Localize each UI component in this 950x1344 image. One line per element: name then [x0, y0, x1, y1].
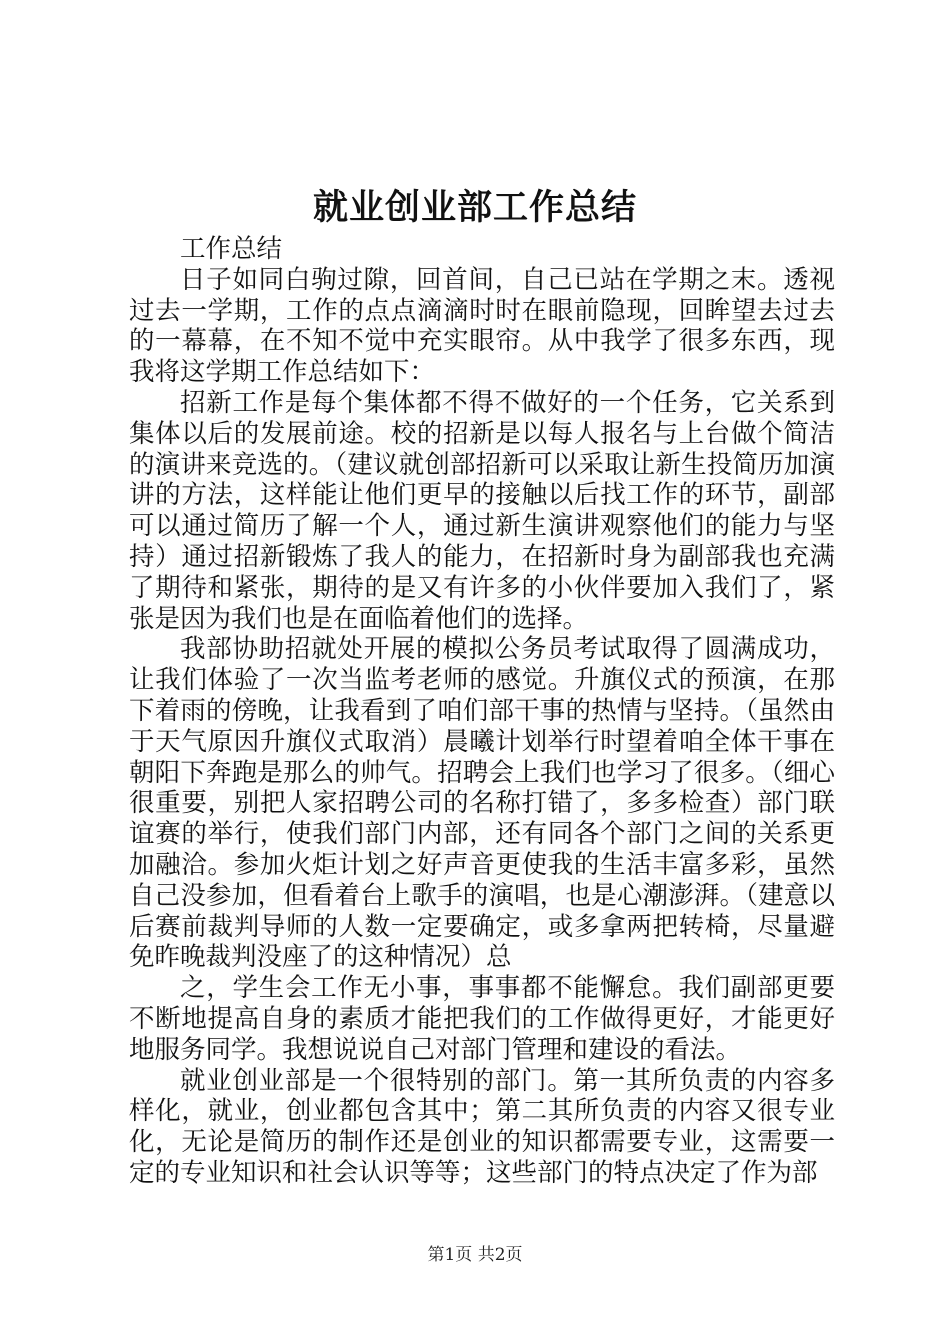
paragraph-heading: 工作总结 — [180, 234, 283, 264]
document-body — [129, 234, 835, 1189]
paragraph-intro: 日子如同白驹过隙，回首间，自己已站在学期之末。透视过去一学期，工作的点点滴滴时时在眼前隐现，回眸望去过去的一幕幕，在不知不觉中充实眼帘。从中我学了很多东西，现我将这学期工作总结如下： — [129, 264, 835, 388]
document-title: 就业创业部工作总结 — [312, 187, 637, 228]
paragraph-department: 就业创业部是一个很特别的部门。第一其所负责的内容多样化，就业，创业都包含其中；第二其所负责的内容又很专业化，无论是简历的制作还是创业的知识都需要专业，这需要一定的专业知识和社会认识等等；这些部门的特点决定了作为部 — [129, 1065, 835, 1188]
paragraph-activities: 我部协助招就处开展的模拟公务员考试取得了圆满成功，让我们体验了一次当监考老师的感觉。升旗仪式的预演，在那下着雨的傍晚，让我看到了咱们部干事的热情与坚持。（虽然由于天气原因升旗仪式取消）晨曦计划举行时望着咱全体干事在朝阳下奔跑是那么的帅气。招聘会上我们也学习了很多。（细心很重要，别把人家招聘公司的名称打错了，多多检查）部门联谊赛的举行，使我们部门内部，还有同各个部门之间的关系更加融洽。参加火炬计划之好声音更使我的生活丰富多彩，虽然自己没参加，但看着台上歌手的演唱，也是心潮澎湃。（建意以后赛前裁判导师的人数一定要确定，或多拿两把转椅，尽量避免昨晚裁判没座了的这种情况）总 — [129, 634, 835, 973]
paragraph-summary: 之，学生会工作无小事，事事都不能懈怠。我们副部更要不断地提高自身的素质才能把我们的工作做得更好，才能更好地服务同学。我想说说自己对部门管理和建设的看法。 — [129, 973, 835, 1065]
page-footer: 第1页 共2页 — [427, 1245, 523, 1265]
paragraph-recruitment: 招新工作是每个集体都不得不做好的一个任务，它关系到集体以后的发展前途。校的招新是以每人报名与上台做个简洁的演讲来竞选的。（建议就创部招新可以采取让新生投简历加演讲的方法，这样能让他们更早的接触以后找工作的环节，副部可以通过简历了解一个人，通过新生演讲观察他们的能力与坚持）通过招新锻炼了我人的能力，在招新时身为副部我也充满了期待和紧张，期待的是又有许多的小伙伴要加入我们了，紧张是因为我们也是在面临着他们的选择。 — [129, 387, 835, 634]
